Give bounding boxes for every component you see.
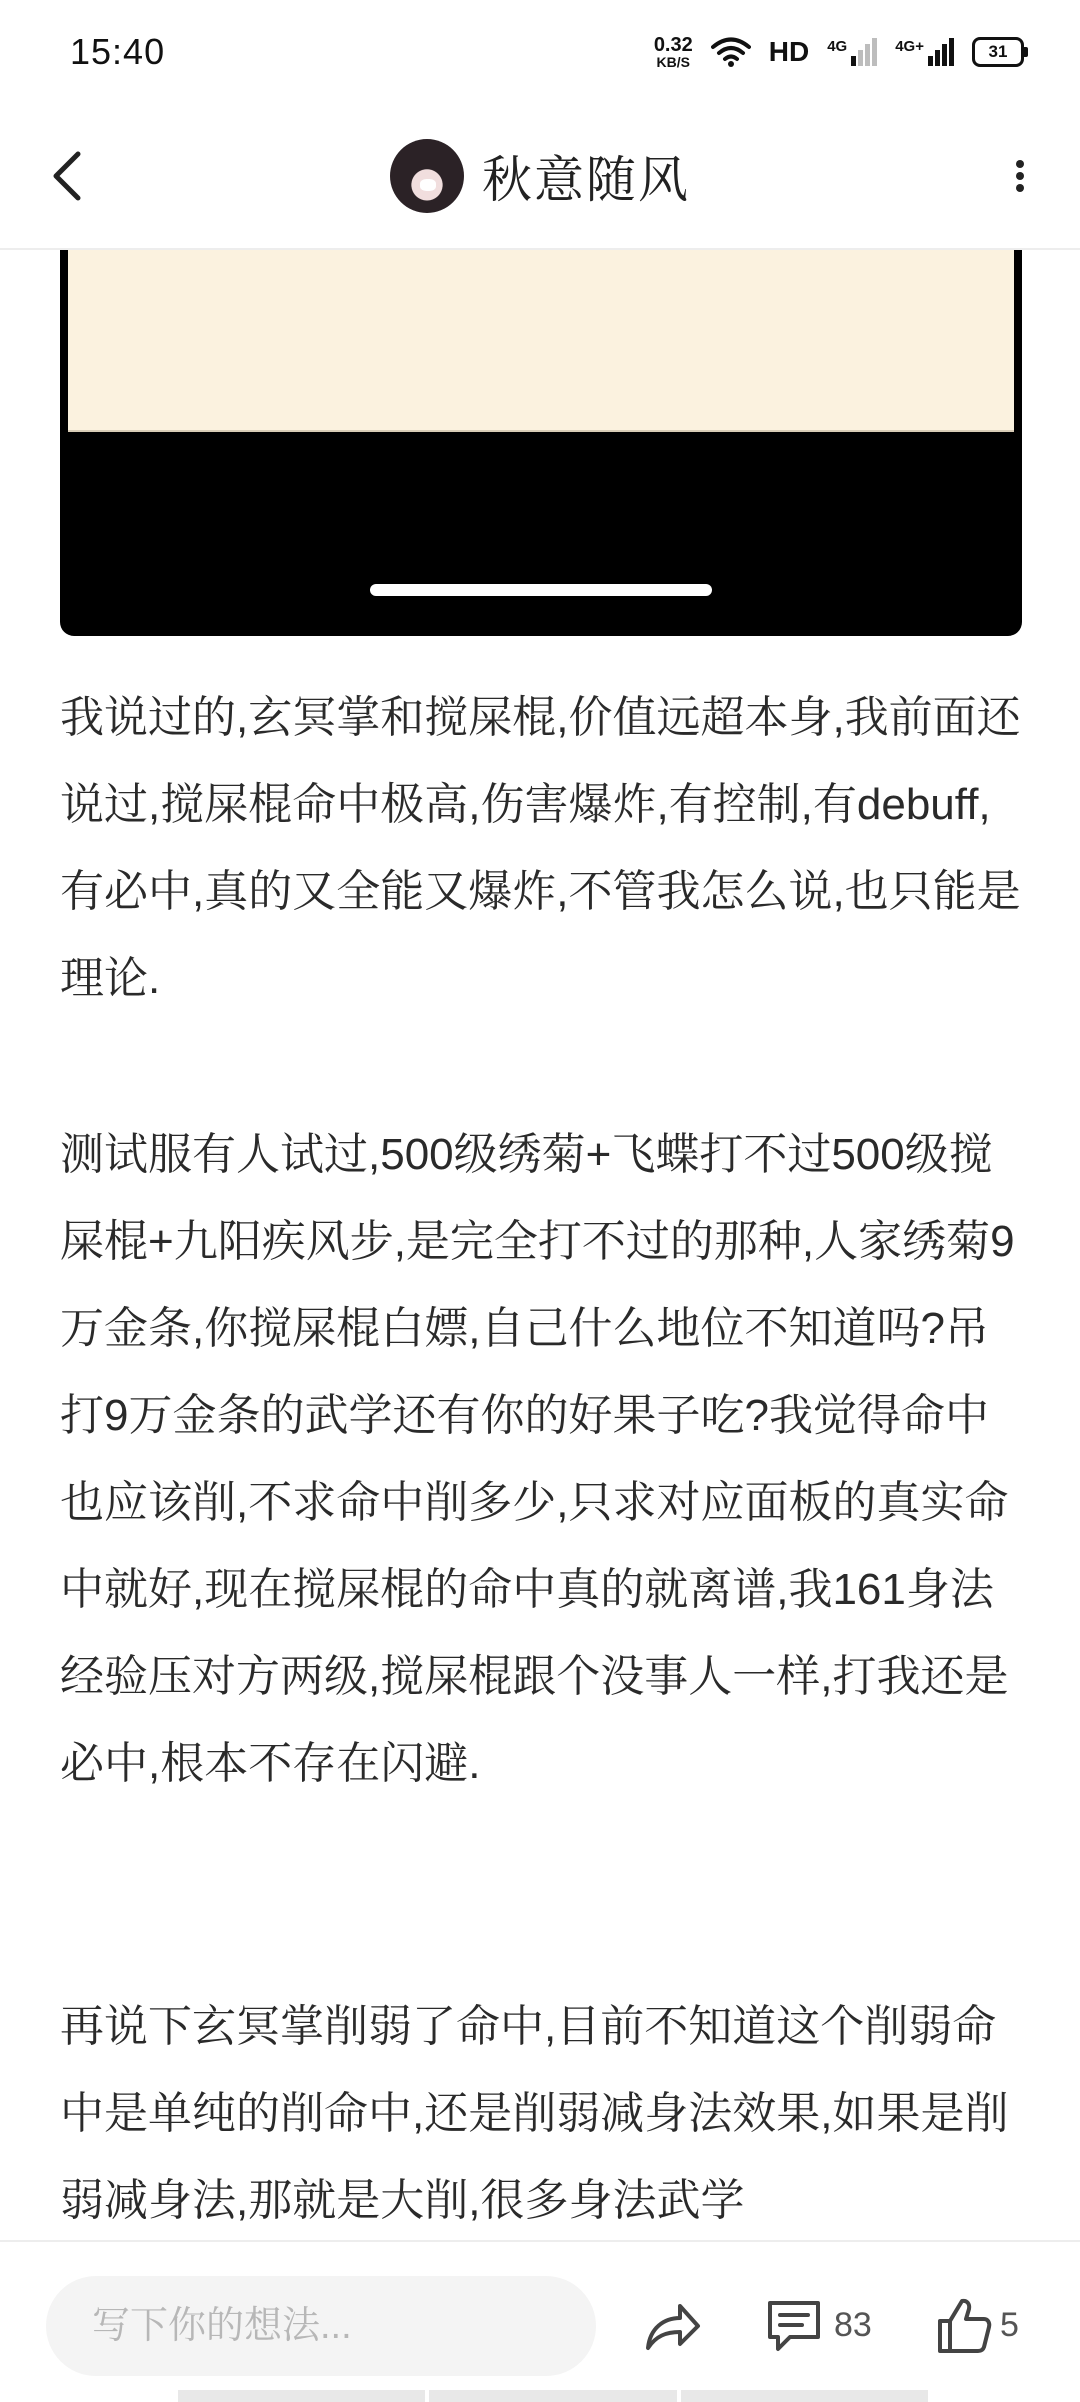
signal-icon-sim2: [895, 38, 954, 66]
signal-bar: [872, 38, 877, 66]
post-paragraph: 测试服有人试过,500级绣菊+飞蝶打不过500级搅屎棍+九阳疾风步,是完全打不过的那种,人家绣菊9万金条,你搅屎棍白嫖,自己什么地位不知道吗?吊打9万金条的武学还有你的好果子吃?我觉得命中也应该削,不求命中削多少,只求对应面板的真实命中就好,现在搅屎棍的命中真的就离谱,我161身法经验压对方两级,搅屎棍跟个没事人一样,打我还是必中,根本不存在闪避.: [60, 1130, 1015, 1788]
battery-level: 31: [988, 42, 1008, 61]
author-name[interactable]: 秋意随风: [482, 152, 690, 208]
comment-input[interactable]: [46, 2276, 596, 2376]
network-speed: [654, 35, 693, 69]
tab-segment: [178, 2390, 425, 2402]
gesture-navigation-hint: [178, 2390, 928, 2402]
status-time: 15:40: [70, 31, 166, 72]
post-header: [0, 104, 1080, 250]
more-vertical-icon: [990, 140, 1050, 212]
signal-bar: [851, 56, 856, 66]
signal-bar: [949, 38, 954, 66]
signal-bar: [935, 50, 940, 66]
hd-indicator: HD: [768, 36, 810, 67]
share-button[interactable]: [640, 2294, 704, 2358]
signal-icon-sim1: [827, 38, 877, 66]
network-speed-value: 0.32: [653, 34, 693, 56]
post-image-paper: [68, 250, 1014, 432]
post-paragraph: 再说下玄冥掌削弱了命中,目前不知道这个削弱命中是单纯的削命中,还是削弱减身法效果,如果是削弱减身法,那就是大削,很多身法武学: [60, 2002, 1009, 2225]
post-content: [0, 250, 1080, 2240]
image-scroll-indicator: [370, 584, 712, 596]
tab-segment: [429, 2390, 676, 2402]
status-indicators: [654, 35, 1024, 69]
network-type-sim2: 4G+: [895, 38, 924, 55]
signal-bar: [942, 44, 947, 66]
comments-button[interactable]: [764, 2292, 872, 2358]
thumbs-up-icon: [936, 2295, 992, 2355]
post-paragraph: 我说过的,玄冥掌和搅屎棍,价值远超本身,我前面还说过,搅屎棍命中极高,伤害爆炸,有控制,有debuff,有必中,真的又全能又爆炸,不管我怎么说,也只能是理论.: [60, 693, 1021, 1003]
status-bar: [0, 0, 1080, 104]
network-speed-unit: KB/S: [656, 54, 690, 70]
bottom-action-bar: [0, 2240, 1080, 2400]
signal-bar: [928, 56, 933, 66]
wifi-icon: [711, 36, 751, 68]
comment-icon: [764, 2295, 824, 2355]
like-button[interactable]: [936, 2292, 1019, 2358]
signal-bar: [858, 50, 863, 66]
network-type-sim1: 4G: [827, 38, 848, 55]
battery-icon: [972, 37, 1024, 67]
like-count: 5: [1000, 2305, 1019, 2344]
share-icon: [640, 2294, 704, 2358]
author-info[interactable]: [0, 128, 1080, 224]
avatar[interactable]: [390, 139, 464, 213]
post-image[interactable]: [60, 250, 1022, 636]
comment-count: 83: [834, 2305, 872, 2344]
tab-segment: [681, 2390, 928, 2402]
signal-bar: [865, 44, 870, 66]
more-options-button[interactable]: [990, 140, 1050, 212]
